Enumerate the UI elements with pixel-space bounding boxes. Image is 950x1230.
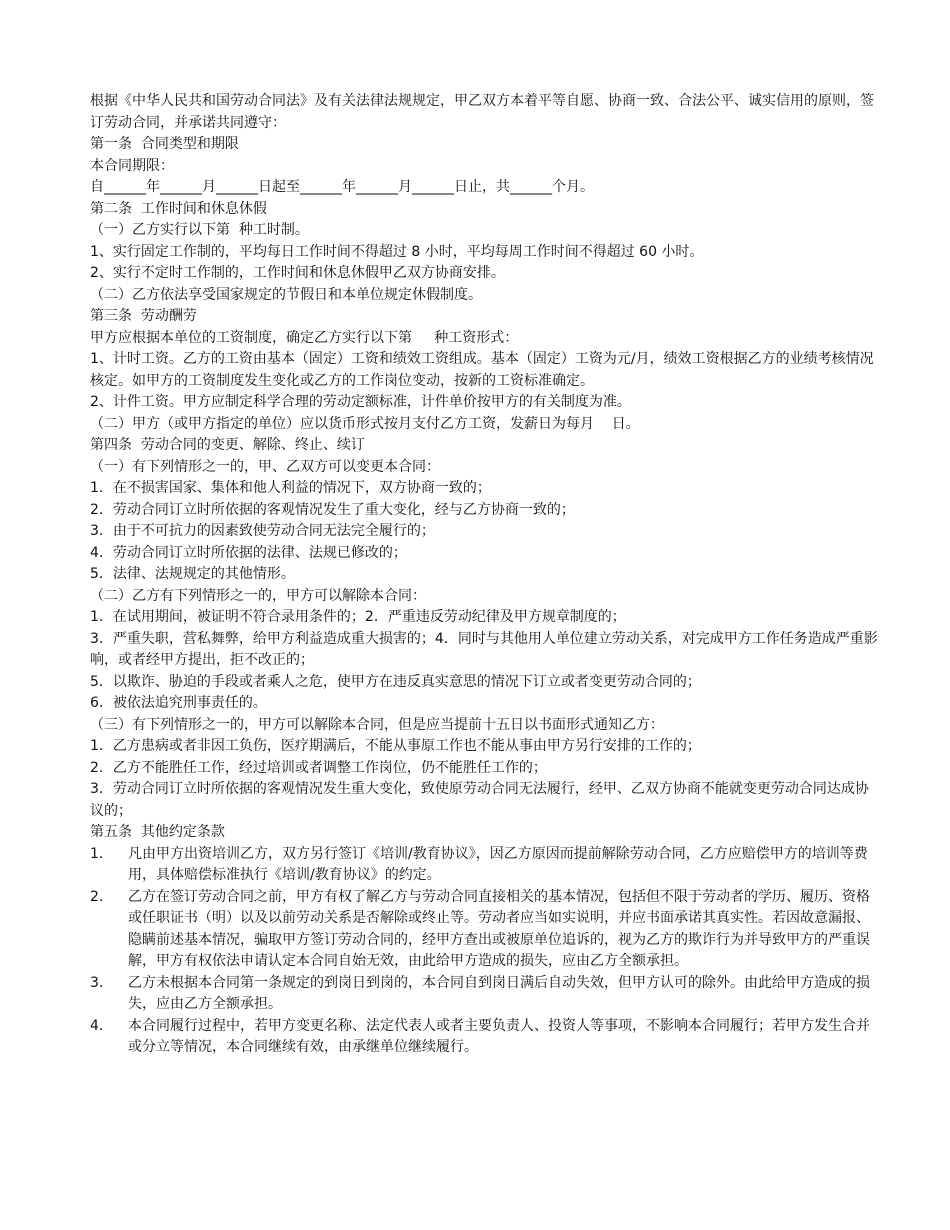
article-1-heading: 第一条 合同类型和期限	[90, 136, 239, 152]
article-5-item	[90, 844, 880, 887]
clause-2-1-item-1: 1、实行固定工作制的，平均每日工作时间不得超过 8 小时，平均每周工作时间不得超过 60 小时。	[90, 243, 704, 260]
clause-3-2: （二）甲方（或甲方指定的单位）应以货币形式按月支付乙方工资，发薪日为每月 日。	[90, 415, 640, 432]
list-item-text: 乙方未根据本合同第一条规定的到岗日到岗的，本合同自到岗日满后自动失效，但甲方认可的除外。由此给甲方造成的损失，应由乙方全额承担。	[128, 974, 870, 1012]
clause-3-item-2: 2、计件工资。甲方应制定科学合理的劳动定额标准，计件单价按甲方的有关制度为准。	[90, 394, 631, 410]
list-item-text: 本合同履行过程中，若甲方变更名称、法定代表人或者主要负责人、投资人等事项，不影响本合同履行；若甲方发生合并或分立等情况，本合同继续有效，由承继单位继续履行。	[128, 1017, 870, 1055]
clause-4-2-items-3-4: 3．严重失职，营私舞弊，给甲方利益造成重大损害的；4．同时与其他用人单位建立劳动关系，对完成甲方工作任务造成严重影响，或者经甲方提出，拒不改正的；	[90, 630, 878, 668]
clause-4-3: （三）有下列情形之一的，甲方可以解除本合同，但是应当提前十五日以书面形式通知乙方：	[90, 716, 664, 733]
clause-4-2-item-5: 5．以欺诈、胁迫的手段或者乘人之危，使甲方在违反真实意思的情况下订立或者变更劳动合同的；	[90, 673, 701, 690]
clause-4-1-item-3: 3．由于不可抗力的因素致使劳动合同无法完全履行的；	[90, 523, 435, 539]
list-number: 4．	[90, 1017, 113, 1034]
article-2-heading: 第二条 工作时间和休息休假	[90, 200, 267, 217]
list-item-text: 乙方在签订劳动合同之前，甲方有权了解乙方与劳动合同直接相关的基本情况，包括但不限于劳动者的学历、履历、资格或任职证书（明）以及以前劳动关系是否解除或终止等。劳动者应当如实说明，并应书面承诺其真实性。若因故意漏报、隐瞒前述基本情况，骗取甲方签订劳动合同的，经甲方查出或被原单位追诉的，视为乙方的欺诈行为并导致甲方的严重误解，甲方有权依法申请认定本合同自始无效，由此给甲方造成的损失，应由乙方全额承担。	[128, 888, 870, 969]
clause-4-3-item-2: 2．乙方不能胜任工作，经过培训或者调整工作岗位，仍不能胜任工作的；	[90, 759, 547, 776]
clause-2-2: （二）乙方依法享受国家规定的节假日和本单位规定休假制度。	[90, 286, 482, 303]
article-3-heading: 第三条 劳动酬劳	[90, 308, 197, 324]
clause-4-2-items-1-2: 1．在试用期间，被证明不符合录用条件的；2．严重违反劳动纪律及甲方规章制度的；	[90, 609, 626, 625]
clause-4-3-item-1: 1．乙方患病或者非因工负伤，医疗期满后，不能从事原工作也不能从事由甲方另行安排的工作的；	[90, 738, 701, 754]
clause-3-item-1: 1、计时工资。乙方的工资由基本（固定）工资和绩效工资组成。基本（固定）工资为元/月，绩效工资根据乙方的业绩考核情况核定。如甲方的工资制度发生变化或乙方的工作岗位变动，按新的工资标准确定。	[90, 351, 874, 389]
list-number: 1．	[90, 845, 113, 862]
clause-4-1-item-4: 4．劳动合同订立时所依据的法律、法规已修改的；	[90, 544, 407, 561]
clause-4-3-item-3: 3．劳动合同订立时所依据的客观情况发生重大变化，致使原劳动合同无法履行，经甲、乙双方协商不能就变更劳动合同达成协议的；	[90, 781, 869, 819]
article-4-heading: 第四条 劳动合同的变更、解除、终止、续订	[90, 437, 365, 453]
contract-document	[90, 91, 880, 1059]
clause-4-1-item-1: 1．在不损害国家、集体和他人利益的情况下，双方协商一致的；	[90, 480, 491, 496]
article-5-item	[90, 1016, 880, 1059]
clause-4-1: （一）有下列情形之一的，甲、乙双方可以变更本合同：	[90, 458, 440, 475]
clause-2-1-item-2: 2、实行不定时工作制的，工作时间和休息休假甲乙双方协商安排。	[90, 265, 505, 281]
article-5-item	[90, 973, 880, 1016]
clause-3-intro: 甲方应根据本单位的工资制度，确定乙方实行以下第 种工资形式：	[90, 329, 519, 346]
contract-term-dates: 自______年______月______日起至______年______月______日止，共______个月。	[90, 179, 594, 195]
clause-2-1: （一）乙方实行以下第 种工时制。	[90, 222, 309, 238]
preamble: 根据《中华人民共和国劳动合同法》及有关法律法规规定，甲乙双方本着平等自愿、协商一致、合法公平、诚实信用的原则，签订劳动合同，并承诺共同遵守：	[90, 93, 874, 131]
contract-term-label: 本合同期限：	[90, 157, 174, 174]
clause-4-2-item-6: 6．被依法追究刑事责任的。	[90, 695, 267, 711]
clause-4-1-item-2: 2．劳动合同订立时所依据的客观情况发生了重大变化，经与乙方协商一致的；	[90, 501, 575, 518]
article-5-heading: 第五条 其他约定条款	[90, 824, 225, 840]
clause-4-1-item-5: 5．法律、法规规定的其他情形。	[90, 566, 295, 582]
list-number: 2．	[90, 888, 113, 905]
clause-4-2: （二）乙方有下列情形之一的，甲方可以解除本合同：	[90, 587, 426, 604]
article-5-item	[90, 887, 880, 973]
list-number: 3．	[90, 974, 113, 991]
list-item-text: 凡由甲方出资培训乙方，双方另行签订《培训/教育协议》，因乙方原因而提前解除劳动合同，乙方应赔偿甲方的培训等费用，具体赔偿标准执行《培训/教育协议》的约定。	[128, 845, 868, 883]
